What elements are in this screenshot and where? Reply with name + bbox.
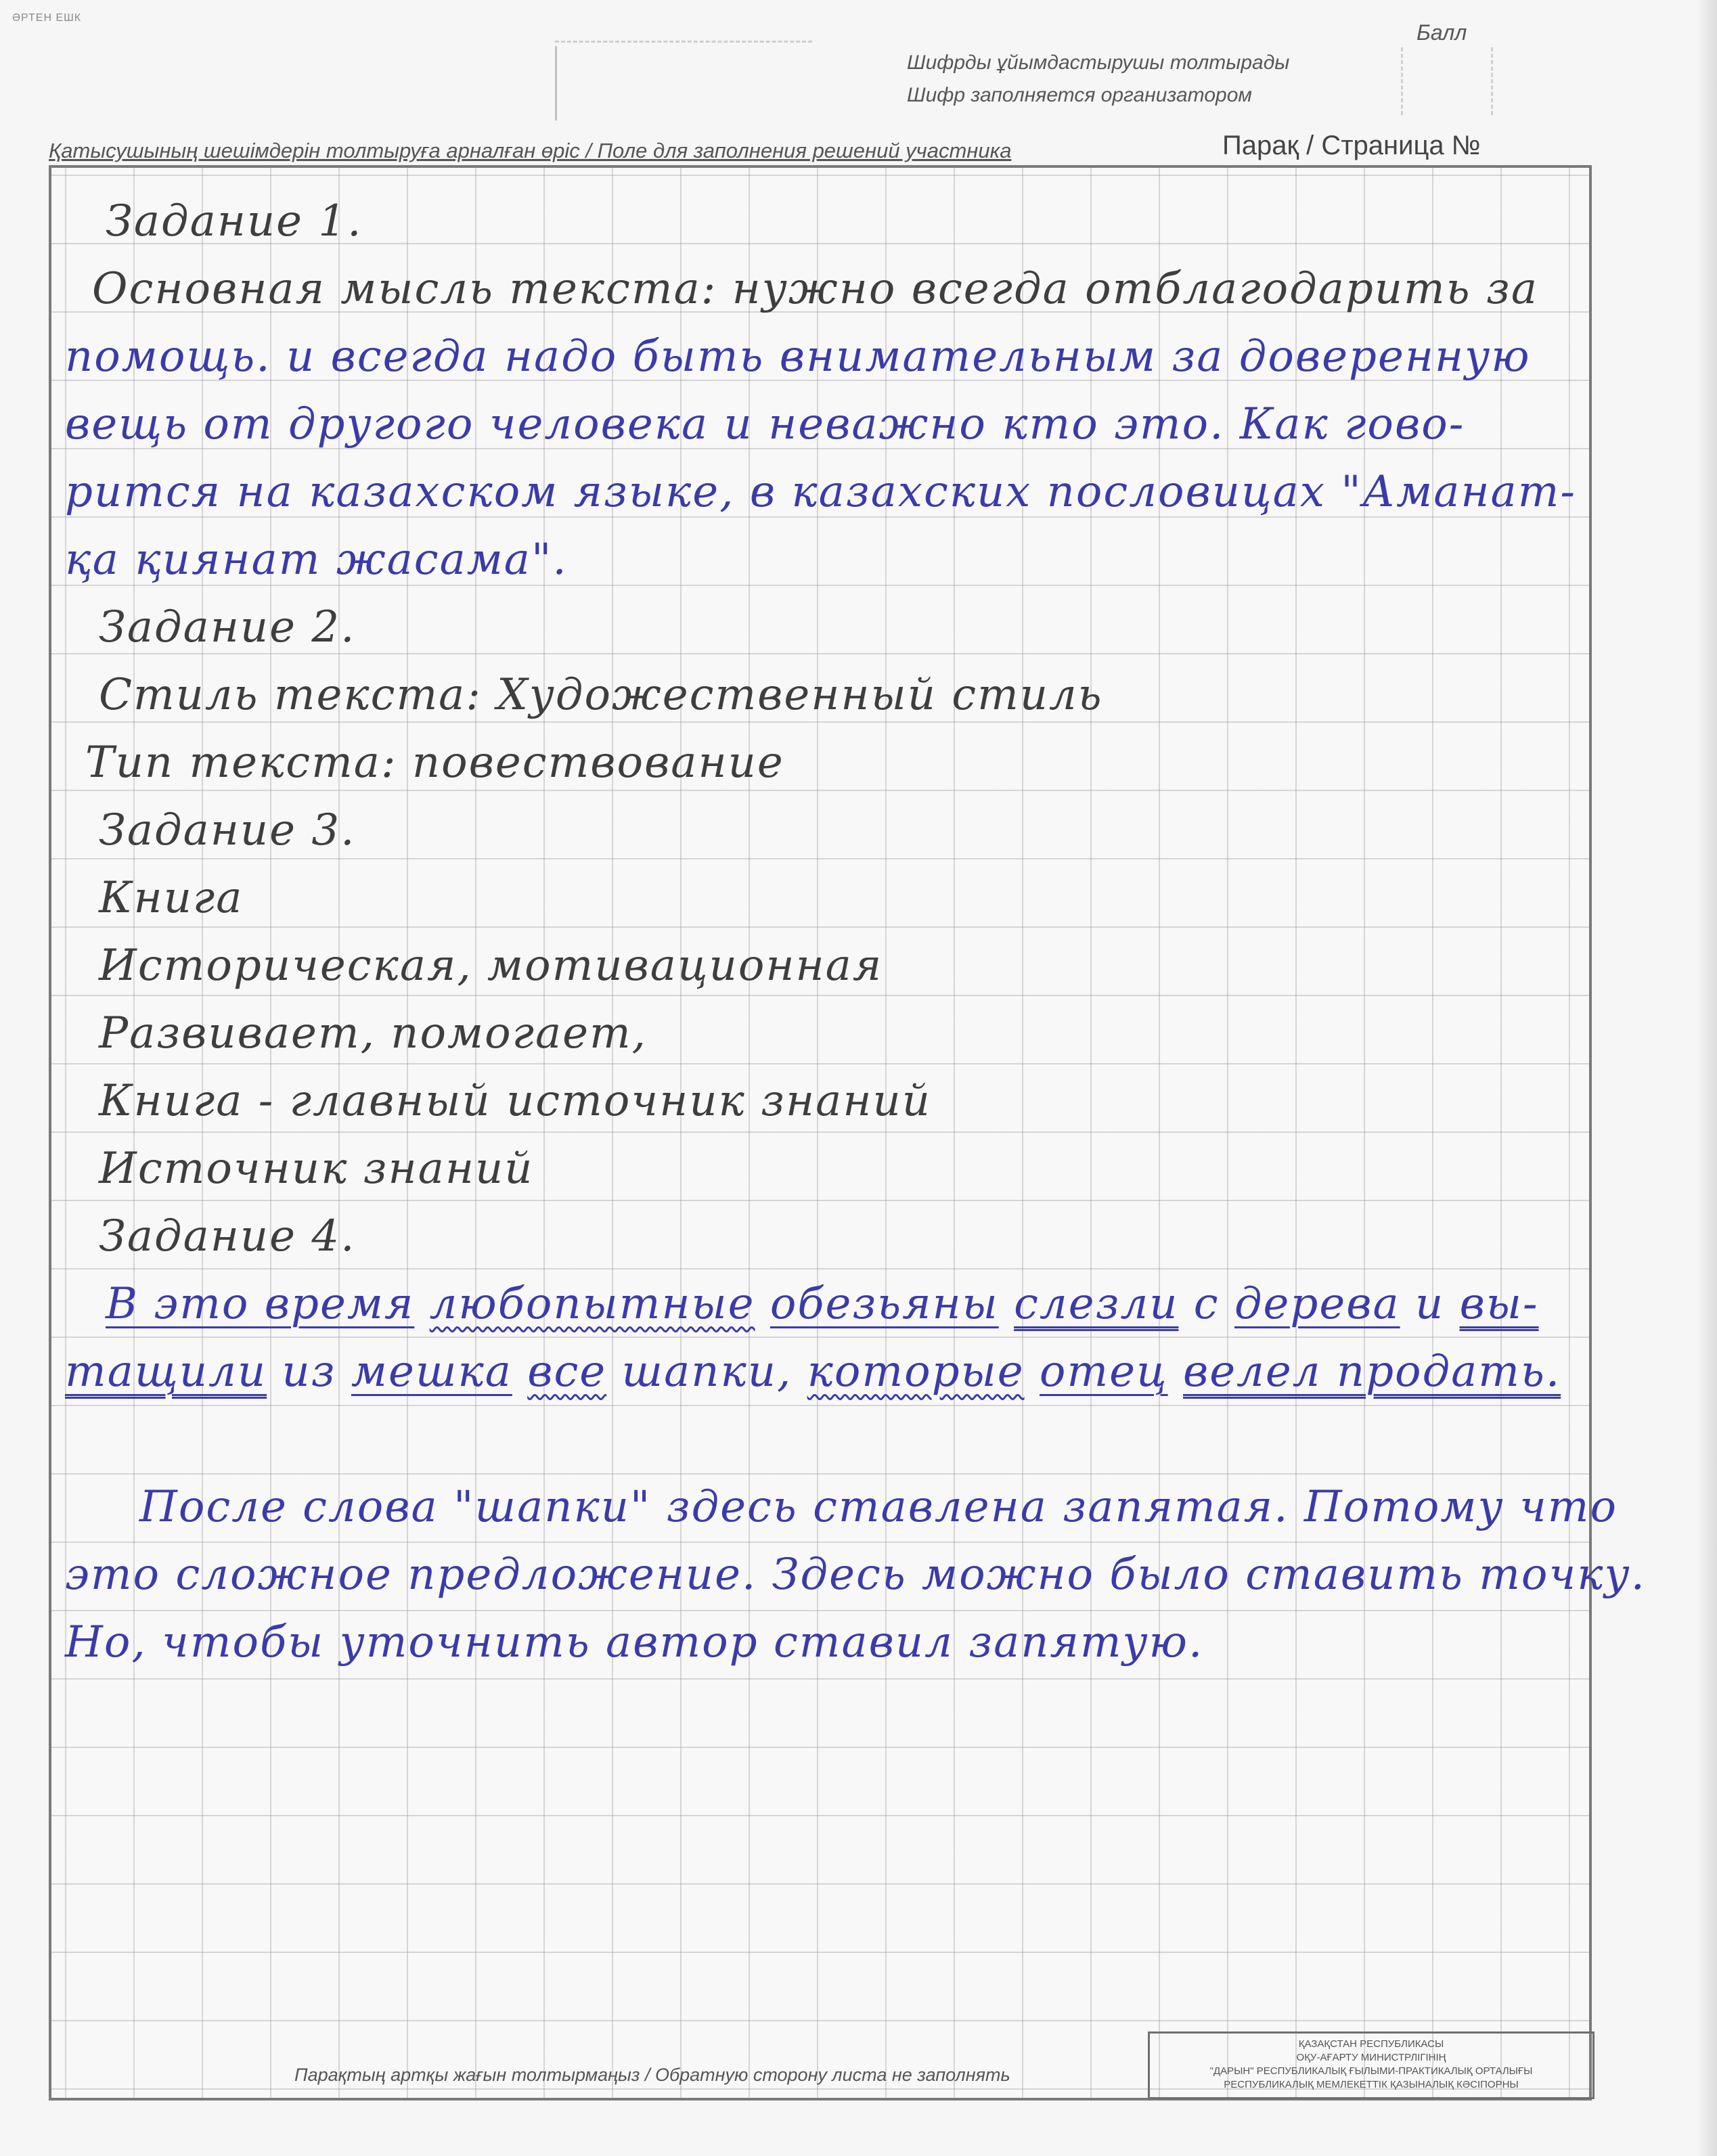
handwritten-word: все bbox=[527, 1347, 607, 1397]
handwritten-line: Задание 3. bbox=[99, 805, 356, 855]
handwritten-word: шапки, bbox=[621, 1347, 793, 1397]
score-label: Балл bbox=[1417, 20, 1467, 45]
handwritten-line: Источник знаний bbox=[99, 1144, 534, 1194]
task4-sentence-line2 bbox=[65, 1347, 1561, 1397]
solution-frame bbox=[49, 165, 1646, 2101]
score-box bbox=[1401, 47, 1493, 115]
handwritten-word: и bbox=[1415, 1279, 1445, 1329]
handwritten-line: Тип текста: повествование bbox=[85, 738, 784, 788]
handwritten-line: это сложное предложение. Здесь можно было ставить точку. bbox=[65, 1550, 1646, 1600]
corner-logo: ӘРТЕН ЕШК bbox=[12, 12, 82, 24]
handwritten-word: вы- bbox=[1459, 1279, 1539, 1329]
handwritten-line: Задание 4. bbox=[99, 1211, 356, 1261]
solution-field-label: Қатысушының шешімдерін толтыруға арналған өріс / Поле для заполнения решений участника bbox=[49, 139, 1012, 162]
handwritten-word: тащили bbox=[65, 1347, 267, 1397]
stamp-line: ОҚУ-АҒАРТУ МИНИСТРЛІГІНІҢ bbox=[1296, 2052, 1446, 2063]
handwritten-line: Книга bbox=[99, 873, 244, 923]
handwritten-line: рится на казахском языке, в казахских пословицах "Аманат- bbox=[65, 467, 1576, 517]
handwritten-line: Историческая, мотивационная bbox=[99, 941, 883, 991]
cipher-line bbox=[555, 41, 812, 43]
handwritten-line: Задание 1. bbox=[106, 196, 363, 246]
handwritten-line: Стиль текста: Художественный стиль bbox=[99, 670, 1103, 720]
scan-edge bbox=[1697, 0, 1717, 2156]
footer-note: Парақтың артқы жағын толтырмаңыз / Обратную сторону листа не заполнять bbox=[294, 2065, 1010, 2085]
stamp-line: "ДАРЫН" РЕСПУБЛИКАЛЫҚ ҒЫЛЫМИ-ПРАКТИКАЛЫҚ ОРТАЛЫҒЫ bbox=[1209, 2065, 1533, 2077]
institution-stamp bbox=[1148, 2031, 1595, 2099]
page-number-label: Парақ / Страница № bbox=[1222, 131, 1481, 160]
handwritten-line: После слова "шапки" здесь ставлена запятая. Потому что bbox=[139, 1482, 1618, 1532]
handwritten-word: которые bbox=[807, 1347, 1025, 1397]
handwritten-word: из bbox=[282, 1347, 336, 1397]
handwritten-line: помощь. и всегда надо быть внимательным за доверенную bbox=[65, 332, 1531, 382]
handwritten-line: Задание 2. bbox=[99, 602, 356, 652]
handwritten-word: велел продать. bbox=[1183, 1347, 1561, 1397]
handwritten-line: Книга - главный источник знаний bbox=[99, 1076, 931, 1126]
cipher-label-ru: Шифр заполняется организатором bbox=[907, 84, 1252, 106]
stamp-line: ҚАЗАҚСТАН РЕСПУБЛИКАСЫ bbox=[1298, 2038, 1444, 2050]
cipher-box bbox=[555, 46, 726, 120]
handwritten-word: отец bbox=[1039, 1347, 1168, 1397]
handwritten-line: Развивает, помогает, bbox=[99, 1008, 647, 1058]
handwritten-line: вещь от другого человека и неважно кто это. Как гово- bbox=[65, 399, 1465, 449]
stamp-line: РЕСПУБЛИКАЛЫҚ МЕМЛЕКЕТТІК ҚАЗЫНАЛЫҚ КӘСІПОРНЫ bbox=[1224, 2079, 1519, 2090]
handwritten-word: мешка bbox=[351, 1347, 512, 1397]
handwritten-word: любопытные bbox=[429, 1279, 755, 1329]
handwritten-word: слезли bbox=[1014, 1279, 1179, 1329]
handwritten-word: с bbox=[1193, 1279, 1220, 1329]
cipher-label-kz: Шифрды ұйымдастырушы толтырады bbox=[907, 51, 1290, 74]
handwritten-line: қа қиянат жасама". bbox=[65, 535, 568, 585]
handwritten-word: дерева bbox=[1234, 1279, 1400, 1329]
handwritten-word: обезьяны bbox=[770, 1279, 999, 1329]
handwritten-line: Основная мысль текста: нужно всегда отблагодарить за bbox=[92, 264, 1538, 314]
task4-sentence-line1 bbox=[106, 1279, 1539, 1329]
handwritten-line: Но, чтобы уточнить автор ставил запятую. bbox=[65, 1617, 1204, 1667]
handwritten-word: В это время bbox=[106, 1279, 415, 1329]
